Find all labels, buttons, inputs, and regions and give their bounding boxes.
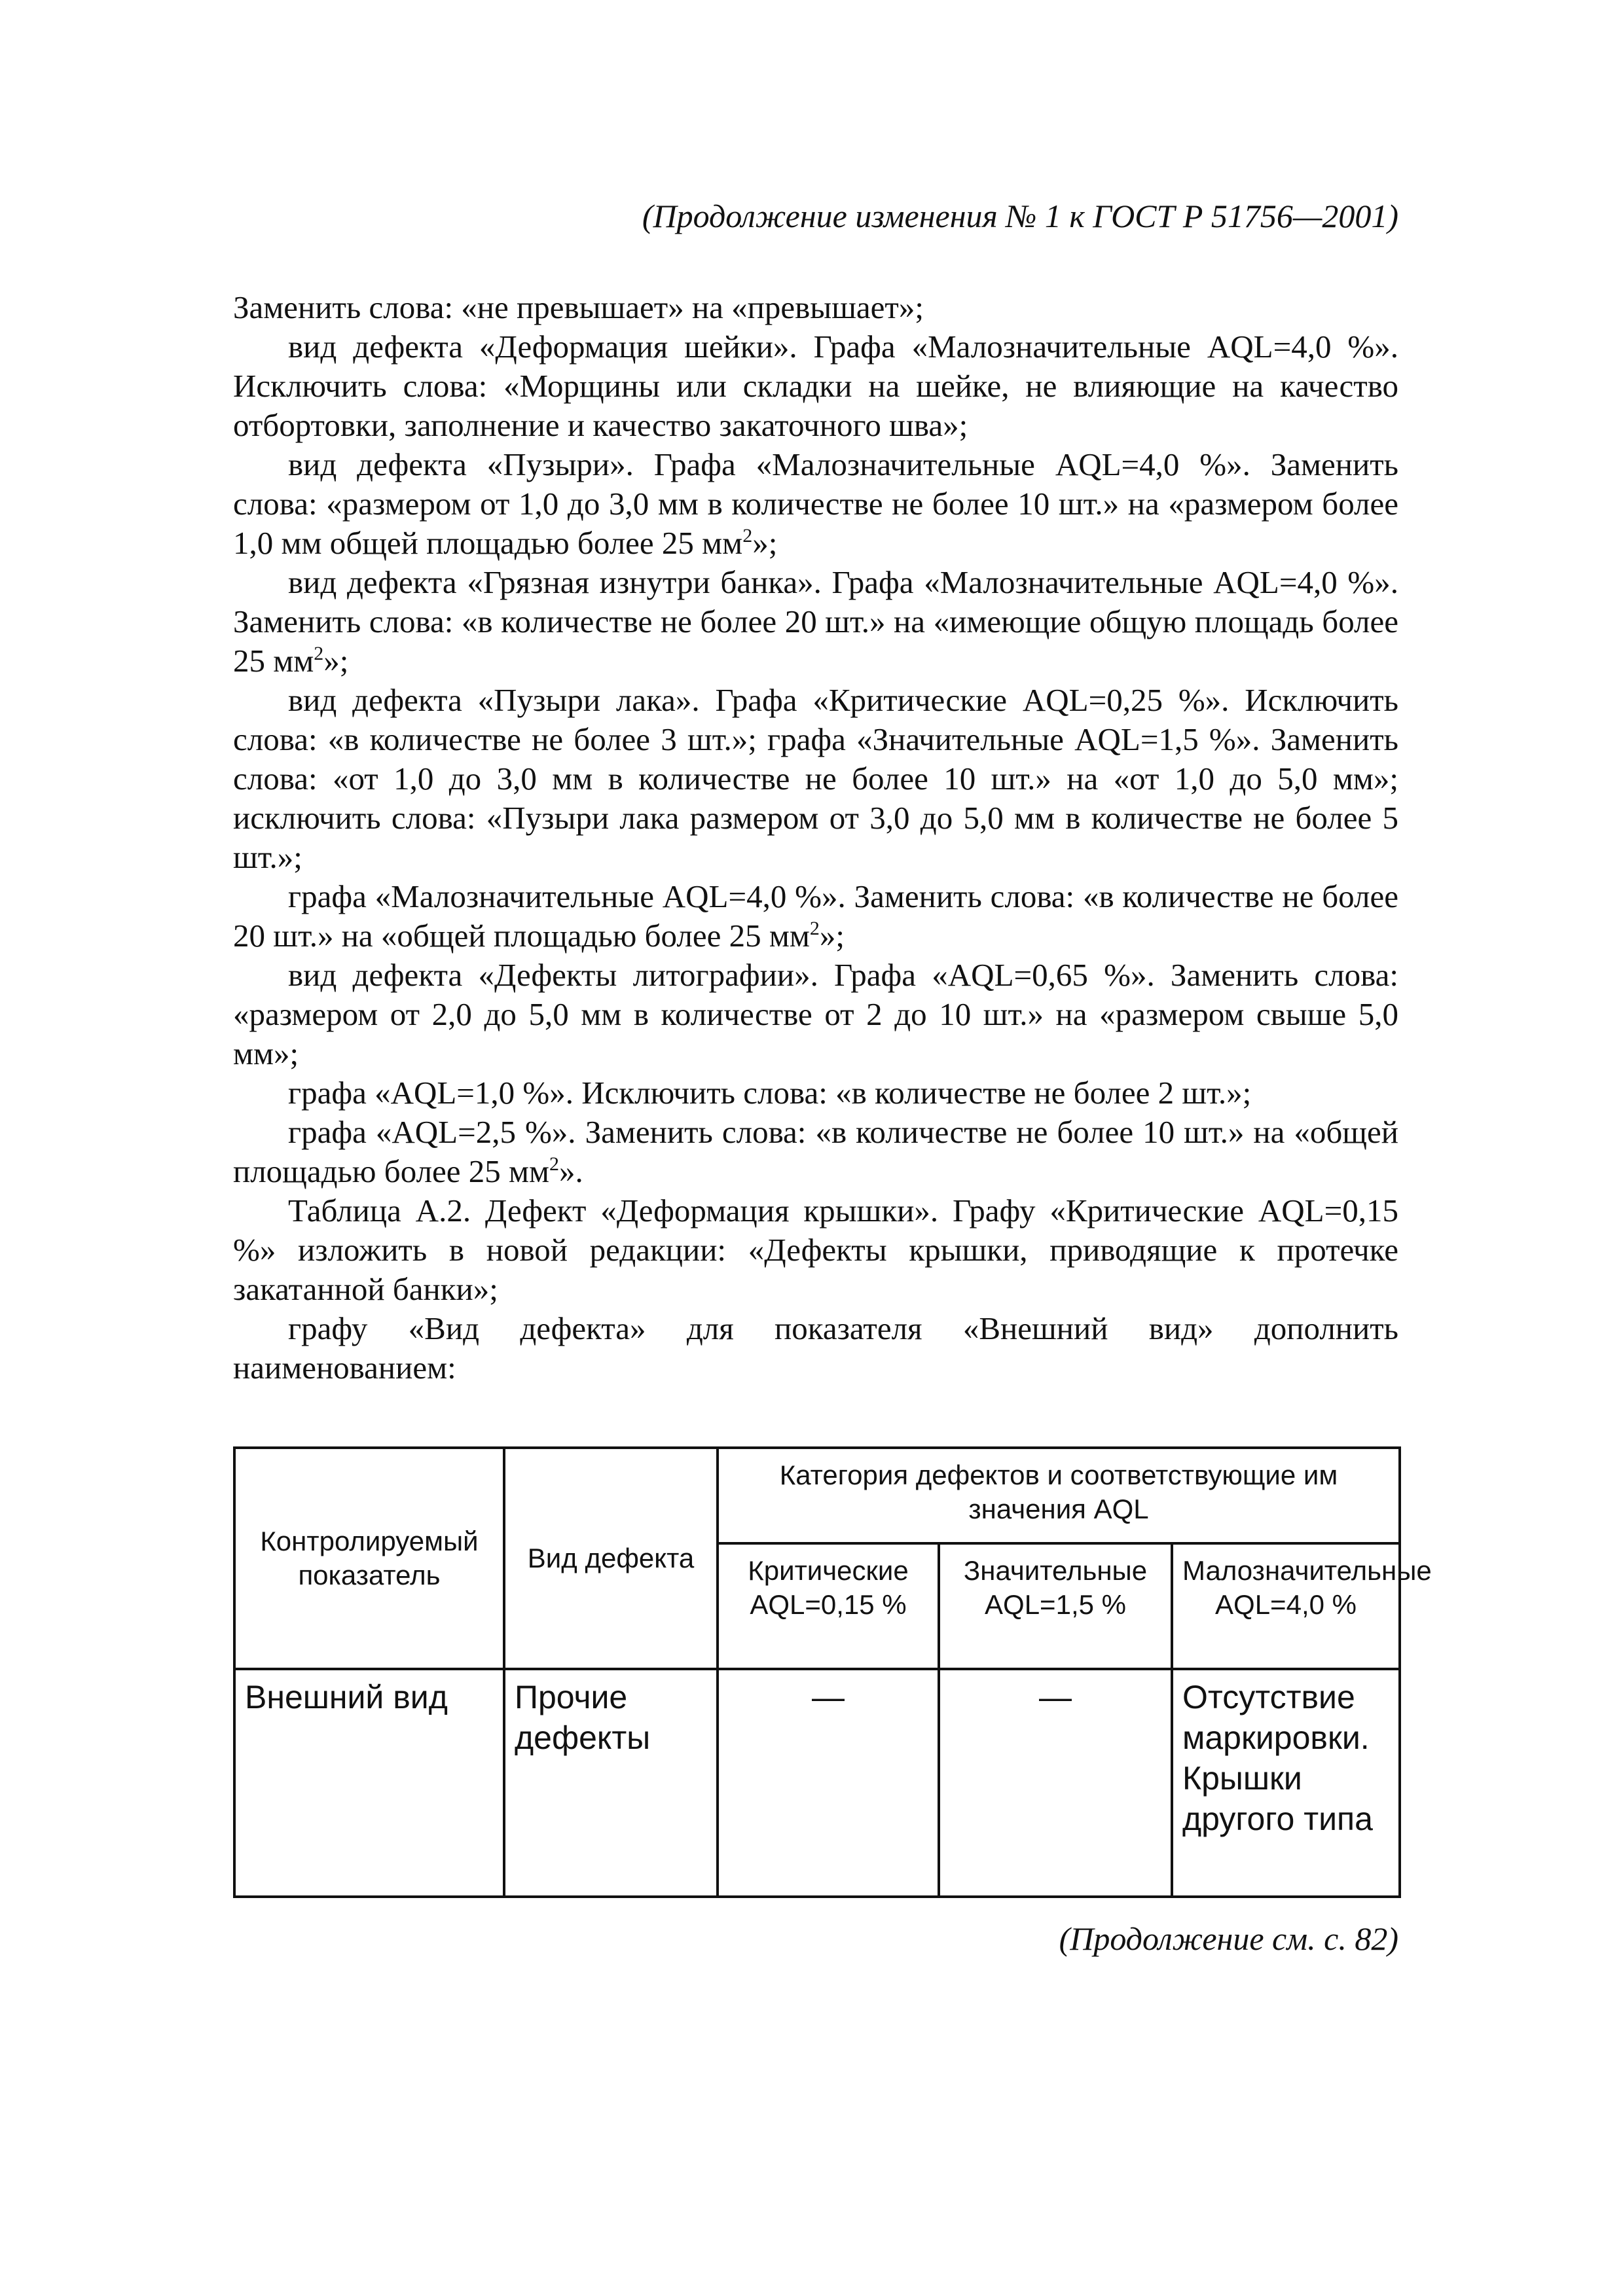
paragraph: Заменить слова: «не превышает» на «превышает»; <box>233 289 924 325</box>
header-significant: Значительные AQL=1,5 % <box>939 1543 1172 1669</box>
paragraph <box>233 563 1398 681</box>
paragraph: графа «AQL=1,0 %». Исключить слова: «в количестве не более 2 шт.»; <box>288 1075 1252 1111</box>
paragraph-text: вид дефекта «Грязная изнутри банка». Графа «Малозначительные AQL=4,0 %». Заменить слова: «в количестве не более 20 шт.» на «имеющие общую площадь более 25 мм <box>233 564 1398 679</box>
paragraph-text: графа «Малозначительные AQL=4,0 %». Заменить слова: «в количестве не более 20 шт.» на «общей площадью более 25 мм <box>233 878 1398 954</box>
table-row <box>234 1669 1400 1897</box>
cell-indicator: Внешний вид <box>234 1669 504 1897</box>
paragraph: вид дефекта «Дефекты литографии». Графа «AQL=0,65 %». Заменить слова: «размером от 2,0 до 5,0 мм в количестве от 2 до 10 шт.» на «размером свыше 5,0 мм»; <box>233 957 1398 1071</box>
cell-minor: Отсутствие маркировки. Крышки другого типа <box>1172 1669 1400 1897</box>
header-minor: Малозначительные AQL=4,0 % <box>1172 1543 1400 1669</box>
cell-defect: Прочие дефекты <box>504 1669 718 1897</box>
continuation-footer: (Продолжение см. с. 82) <box>1059 1920 1398 1957</box>
header-defect-type: Вид дефекта <box>504 1448 718 1669</box>
paragraph: вид дефекта «Пузыри лака». Графа «Критические AQL=0,25 %». Исключить слова: «в количестве не более 3 шт.»; графа «Значительные AQL=1,5 %». Заменить слова: «от 1,0 до 3,0 мм в количестве не более 10 шт.» на «от 1,0 до 5,0 мм»; исключить слова: «Пузыри лака размером от 3,0 до 5,0 мм в количестве не более 5 шт.»; <box>233 682 1398 875</box>
header-defect-category: Категория дефектов и соответствующие им значения AQL <box>718 1448 1400 1543</box>
paragraph-text: графа «AQL=2,5 %». Заменить слова: «в количестве не более 10 шт.» на «общей площадью более 25 мм <box>233 1114 1398 1189</box>
cell-critical: — <box>718 1669 939 1897</box>
paragraph: графу «Вид дефекта» для показателя «Внешний вид» дополнить наименованием: <box>233 1310 1398 1386</box>
cell-significant: — <box>939 1669 1172 1897</box>
amendment-text <box>233 288 1398 1388</box>
paragraph-text: ». <box>559 1153 583 1189</box>
table-header-row <box>234 1448 1400 1543</box>
superscript-two: 2 <box>742 525 753 547</box>
paragraph-text: »; <box>819 918 845 954</box>
header-controlled-indicator: Контролируемый показатель <box>234 1448 504 1669</box>
paragraph <box>233 877 1398 956</box>
superscript-two: 2 <box>314 643 324 664</box>
continuation-header: (Продолжение изменения № 1 к ГОСТ Р 51756—2001) <box>642 198 1398 234</box>
paragraph-text: вид дефекта «Пузыри». Графа «Малозначительные AQL=4,0 %». Заменить слова: «размером от 1,0 до 3,0 мм в количестве не более 10 шт.» на «размером более 1,0 мм общей площадью более 25 мм <box>233 446 1398 561</box>
defect-table <box>233 1446 1432 1898</box>
paragraph <box>233 1113 1398 1191</box>
superscript-two: 2 <box>549 1153 560 1175</box>
superscript-two: 2 <box>809 918 820 939</box>
header-critical: Критические AQL=0,15 % <box>718 1543 939 1669</box>
paragraph-text: »; <box>323 643 349 679</box>
paragraph: Таблица А.2. Дефект «Деформация крышки». Графу «Критические AQL=0,15 %» изложить в новой редакции: «Дефекты крышки, приводящие к протечке закатанной банки»; <box>233 1193 1398 1307</box>
paragraph-text: »; <box>752 525 778 561</box>
paragraph <box>233 445 1398 563</box>
paragraph: вид дефекта «Деформация шейки». Графа «Малозначительные AQL=4,0 %». Исключить слова: «Морщины или складки на шейке, не влияющие на качество отбортовки, заполнение и качество закаточного шва»; <box>233 329 1398 443</box>
